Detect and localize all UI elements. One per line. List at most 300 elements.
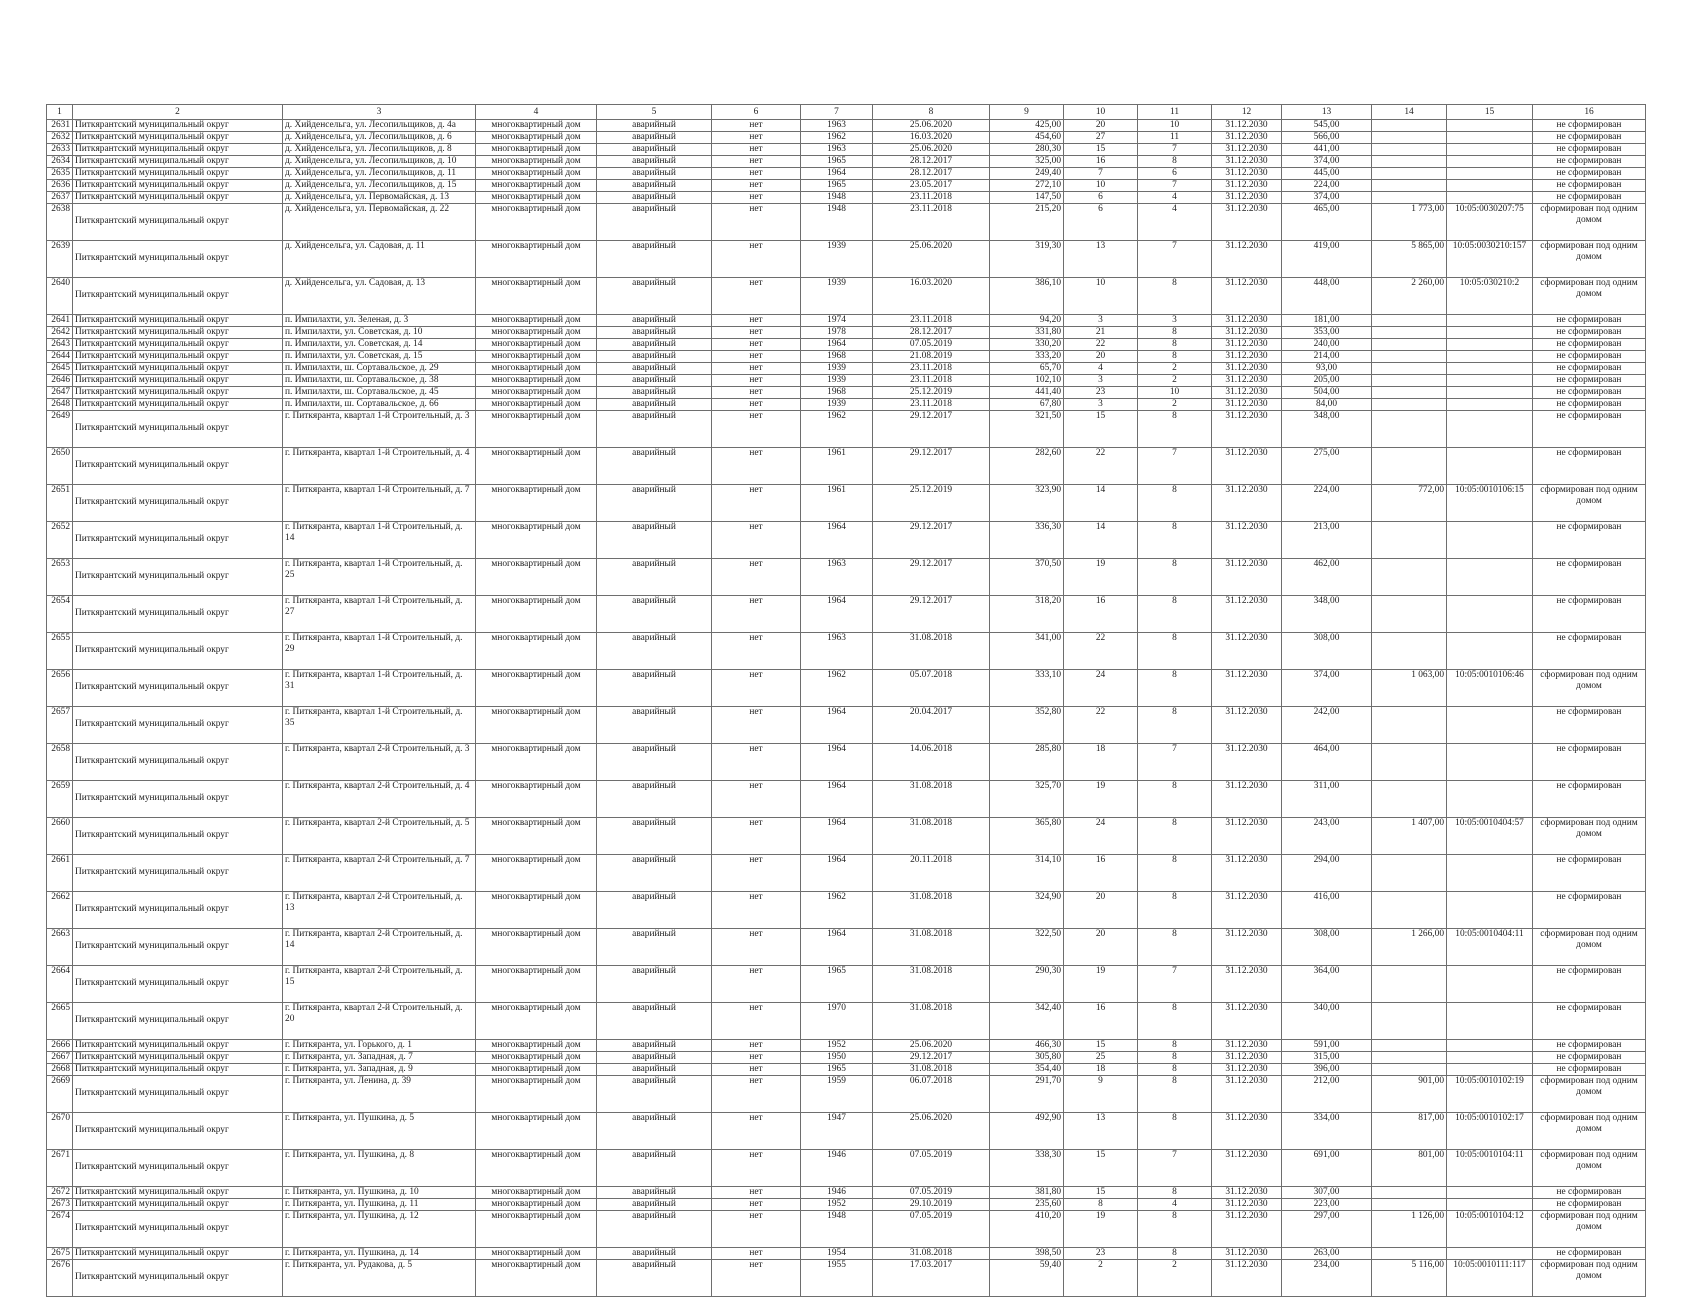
year-built-cell: 1963	[801, 633, 873, 670]
cadastral-number-cell	[1447, 156, 1533, 168]
area-cell: 370,50	[990, 559, 1064, 596]
land-status-cell: не сформирован	[1533, 132, 1646, 144]
condition-cell: аварийный	[597, 1003, 712, 1040]
flag-cell: нет	[712, 132, 801, 144]
planned-date-cell: 31.12.2030	[1212, 315, 1282, 327]
table-row	[47, 411, 1646, 448]
flag-cell: нет	[712, 363, 801, 375]
table-row	[47, 892, 1646, 929]
planned-date-cell: 31.12.2030	[1212, 278, 1282, 315]
land-status-cell: не сформирован	[1533, 707, 1646, 744]
address-cell: п. Импилахти, ш. Сортавальское, д. 45	[283, 387, 476, 399]
flag-cell: нет	[712, 1199, 801, 1211]
land-area-cell: 901,00	[1372, 1076, 1447, 1113]
building-type-cell: многоквартирный дом	[476, 120, 597, 132]
recognition-date-cell: 07.05.2019	[873, 1150, 990, 1187]
area-cell: 67,80	[990, 399, 1064, 411]
row-number: 2655	[47, 633, 73, 670]
row-number: 2674	[47, 1211, 73, 1248]
building-type-cell: многоквартирный дом	[476, 204, 597, 241]
building-type-cell: многоквартирный дом	[476, 966, 597, 1003]
planned-date-cell: 31.12.2030	[1212, 192, 1282, 204]
land-status-cell: не сформирован	[1533, 559, 1646, 596]
table-row	[47, 744, 1646, 781]
land-area-cell	[1372, 744, 1447, 781]
flag-cell: нет	[712, 168, 801, 180]
municipality-cell: Питкярантский муниципальный округ	[73, 781, 283, 818]
condition-cell: аварийный	[597, 351, 712, 363]
building-type-cell: многоквартирный дом	[476, 351, 597, 363]
land-area-cell	[1372, 1187, 1447, 1199]
address-cell: г. Питкяранта, ул. Горького, д. 1	[283, 1040, 476, 1052]
year-built-cell: 1946	[801, 1150, 873, 1187]
residents-cell: 10	[1064, 180, 1138, 192]
land-area-cell: 5 116,00	[1372, 1260, 1447, 1297]
land-status-cell: не сформирован	[1533, 351, 1646, 363]
recognition-date-cell: 29.12.2017	[873, 448, 990, 485]
value-cell: 691,00	[1282, 1150, 1372, 1187]
flag-cell: нет	[712, 1260, 801, 1297]
municipality-cell: Питкярантский муниципальный округ	[73, 241, 283, 278]
residents-cell: 22	[1064, 633, 1138, 670]
land-area-cell	[1372, 707, 1447, 744]
row-number: 2658	[47, 744, 73, 781]
condition-cell: аварийный	[597, 241, 712, 278]
building-type-cell: многоквартирный дом	[476, 375, 597, 387]
flag-cell: нет	[712, 120, 801, 132]
land-status-cell: не сформирован	[1533, 180, 1646, 192]
year-built-cell: 1952	[801, 1199, 873, 1211]
address-cell: д. Хийденсельга, ул. Садовая, д. 11	[283, 241, 476, 278]
building-type-cell: многоквартирный дом	[476, 156, 597, 168]
value-cell: 214,00	[1282, 351, 1372, 363]
recognition-date-cell: 14.06.2018	[873, 744, 990, 781]
recognition-date-cell: 23.11.2018	[873, 315, 990, 327]
year-built-cell: 1963	[801, 144, 873, 156]
value-cell: 374,00	[1282, 192, 1372, 204]
residents-cell: 20	[1064, 120, 1138, 132]
flag-cell: нет	[712, 448, 801, 485]
address-cell: г. Питкяранта, квартал 1-й Строительный, д. 7	[283, 485, 476, 522]
year-built-cell: 1965	[801, 1064, 873, 1076]
row-number: 2673	[47, 1199, 73, 1211]
condition-cell: аварийный	[597, 315, 712, 327]
recognition-date-cell: 25.06.2020	[873, 1040, 990, 1052]
residents-cell: 24	[1064, 818, 1138, 855]
recognition-date-cell: 25.12.2019	[873, 387, 990, 399]
flag-cell: нет	[712, 1187, 801, 1199]
land-status-cell: сформирован под одним домом	[1533, 670, 1646, 707]
recognition-date-cell: 25.06.2020	[873, 120, 990, 132]
residents-cell: 22	[1064, 707, 1138, 744]
land-status-cell: не сформирован	[1533, 375, 1646, 387]
row-number: 2637	[47, 192, 73, 204]
land-area-cell	[1372, 892, 1447, 929]
municipality-cell: Питкярантский муниципальный округ	[73, 670, 283, 707]
value-cell: 275,00	[1282, 448, 1372, 485]
table-row	[47, 670, 1646, 707]
municipality-cell: Питкярантский муниципальный округ	[73, 192, 283, 204]
flag-cell: нет	[712, 1052, 801, 1064]
residents-cell: 15	[1064, 411, 1138, 448]
year-built-cell: 1948	[801, 192, 873, 204]
land-status-cell: сформирован под одним домом	[1533, 485, 1646, 522]
table-row	[47, 180, 1646, 192]
table-row	[47, 522, 1646, 559]
condition-cell: аварийный	[597, 781, 712, 818]
cadastral-number-cell	[1447, 596, 1533, 633]
condition-cell: аварийный	[597, 1052, 712, 1064]
land-area-cell	[1372, 387, 1447, 399]
flats-cell: 10	[1138, 387, 1212, 399]
row-number: 2643	[47, 339, 73, 351]
recognition-date-cell: 31.08.2018	[873, 781, 990, 818]
column-header: 1	[47, 105, 73, 120]
land-area-cell: 1 773,00	[1372, 204, 1447, 241]
cadastral-number-cell: 10:05:0030207:75	[1447, 204, 1533, 241]
cadastral-number-cell	[1447, 411, 1533, 448]
area-cell: 65,70	[990, 363, 1064, 375]
planned-date-cell: 31.12.2030	[1212, 596, 1282, 633]
planned-date-cell: 31.12.2030	[1212, 485, 1282, 522]
year-built-cell: 1961	[801, 448, 873, 485]
cadastral-number-cell	[1447, 192, 1533, 204]
planned-date-cell: 31.12.2030	[1212, 399, 1282, 411]
flats-cell: 8	[1138, 1113, 1212, 1150]
planned-date-cell: 31.12.2030	[1212, 966, 1282, 1003]
building-type-cell: многоквартирный дом	[476, 781, 597, 818]
building-type-cell: многоквартирный дом	[476, 327, 597, 339]
row-number: 2669	[47, 1076, 73, 1113]
value-cell: 315,00	[1282, 1052, 1372, 1064]
cadastral-number-cell	[1447, 633, 1533, 670]
condition-cell: аварийный	[597, 144, 712, 156]
residents-cell: 14	[1064, 485, 1138, 522]
planned-date-cell: 31.12.2030	[1212, 168, 1282, 180]
flats-cell: 7	[1138, 966, 1212, 1003]
recognition-date-cell: 31.08.2018	[873, 892, 990, 929]
cadastral-number-cell	[1447, 339, 1533, 351]
condition-cell: аварийный	[597, 168, 712, 180]
flats-cell: 10	[1138, 120, 1212, 132]
municipality-cell: Питкярантский муниципальный округ	[73, 744, 283, 781]
land-status-cell: не сформирован	[1533, 144, 1646, 156]
year-built-cell: 1964	[801, 339, 873, 351]
cadastral-number-cell	[1447, 144, 1533, 156]
residents-cell: 6	[1064, 204, 1138, 241]
residents-cell: 18	[1064, 1064, 1138, 1076]
value-cell: 308,00	[1282, 929, 1372, 966]
column-header: 9	[990, 105, 1064, 120]
land-area-cell	[1372, 448, 1447, 485]
land-area-cell	[1372, 411, 1447, 448]
value-cell: 334,00	[1282, 1113, 1372, 1150]
condition-cell: аварийный	[597, 1076, 712, 1113]
building-type-cell: многоквартирный дом	[476, 339, 597, 351]
land-area-cell	[1372, 781, 1447, 818]
recognition-date-cell: 31.08.2018	[873, 633, 990, 670]
address-cell: г. Питкяранта, ул. Рудакова, д. 5	[283, 1260, 476, 1297]
building-type-cell: многоквартирный дом	[476, 818, 597, 855]
table-row	[47, 448, 1646, 485]
residents-cell: 20	[1064, 892, 1138, 929]
value-cell: 263,00	[1282, 1248, 1372, 1260]
table-body	[47, 120, 1646, 1297]
flag-cell: нет	[712, 375, 801, 387]
table-row	[47, 1064, 1646, 1076]
condition-cell: аварийный	[597, 485, 712, 522]
value-cell: 419,00	[1282, 241, 1372, 278]
planned-date-cell: 31.12.2030	[1212, 180, 1282, 192]
value-cell: 242,00	[1282, 707, 1372, 744]
flats-cell: 8	[1138, 929, 1212, 966]
land-area-cell: 801,00	[1372, 1150, 1447, 1187]
cadastral-number-cell	[1447, 855, 1533, 892]
area-cell: 322,50	[990, 929, 1064, 966]
land-status-cell: не сформирован	[1533, 1064, 1646, 1076]
value-cell: 566,00	[1282, 132, 1372, 144]
condition-cell: аварийный	[597, 892, 712, 929]
land-status-cell: не сформирован	[1533, 448, 1646, 485]
table-row	[47, 1040, 1646, 1052]
planned-date-cell: 31.12.2030	[1212, 339, 1282, 351]
land-status-cell: не сформирован	[1533, 966, 1646, 1003]
row-number: 2639	[47, 241, 73, 278]
address-cell: г. Питкяранта, ул. Пушкина, д. 5	[283, 1113, 476, 1150]
recognition-date-cell: 23.11.2018	[873, 399, 990, 411]
cadastral-number-cell	[1447, 744, 1533, 781]
table-row	[47, 156, 1646, 168]
condition-cell: аварийный	[597, 1248, 712, 1260]
row-number: 2642	[47, 327, 73, 339]
area-cell: 466,30	[990, 1040, 1064, 1052]
area-cell: 325,00	[990, 156, 1064, 168]
land-status-cell: сформирован под одним домом	[1533, 241, 1646, 278]
residents-cell: 7	[1064, 168, 1138, 180]
condition-cell: аварийный	[597, 1040, 712, 1052]
municipality-cell: Питкярантский муниципальный округ	[73, 707, 283, 744]
municipality-cell: Питкярантский муниципальный округ	[73, 485, 283, 522]
land-status-cell: не сформирован	[1533, 633, 1646, 670]
planned-date-cell: 31.12.2030	[1212, 327, 1282, 339]
flats-cell: 2	[1138, 399, 1212, 411]
planned-date-cell: 31.12.2030	[1212, 1040, 1282, 1052]
municipality-cell: Питкярантский муниципальный округ	[73, 168, 283, 180]
land-area-cell	[1372, 144, 1447, 156]
recognition-date-cell: 16.03.2020	[873, 278, 990, 315]
flats-cell: 8	[1138, 278, 1212, 315]
flag-cell: нет	[712, 892, 801, 929]
row-number: 2646	[47, 375, 73, 387]
recognition-date-cell: 20.11.2018	[873, 855, 990, 892]
recognition-date-cell: 25.06.2020	[873, 1113, 990, 1150]
area-cell: 365,80	[990, 818, 1064, 855]
land-area-cell: 817,00	[1372, 1113, 1447, 1150]
address-cell: д. Хийденсельга, ул. Первомайская, д. 22	[283, 204, 476, 241]
area-cell: 333,20	[990, 351, 1064, 363]
flats-cell: 8	[1138, 1076, 1212, 1113]
residents-cell: 13	[1064, 1113, 1138, 1150]
address-cell: г. Питкяранта, квартал 2-й Строительный, д. 4	[283, 781, 476, 818]
planned-date-cell: 31.12.2030	[1212, 1248, 1282, 1260]
planned-date-cell: 31.12.2030	[1212, 132, 1282, 144]
area-cell: 386,10	[990, 278, 1064, 315]
planned-date-cell: 31.12.2030	[1212, 744, 1282, 781]
flats-cell: 8	[1138, 596, 1212, 633]
row-number: 2636	[47, 180, 73, 192]
municipality-cell: Питкярантский муниципальный округ	[73, 1211, 283, 1248]
recognition-date-cell: 25.12.2019	[873, 485, 990, 522]
flats-cell: 8	[1138, 818, 1212, 855]
row-number: 2632	[47, 132, 73, 144]
planned-date-cell: 31.12.2030	[1212, 1150, 1282, 1187]
table-row	[47, 399, 1646, 411]
flats-cell: 8	[1138, 1052, 1212, 1064]
area-cell: 59,40	[990, 1260, 1064, 1297]
flag-cell: нет	[712, 485, 801, 522]
residents-cell: 20	[1064, 351, 1138, 363]
area-cell: 410,20	[990, 1211, 1064, 1248]
year-built-cell: 1961	[801, 485, 873, 522]
recognition-date-cell: 23.11.2018	[873, 192, 990, 204]
area-cell: 285,80	[990, 744, 1064, 781]
cadastral-number-cell	[1447, 387, 1533, 399]
municipality-cell: Питкярантский муниципальный округ	[73, 180, 283, 192]
year-built-cell: 1968	[801, 387, 873, 399]
residents-cell: 14	[1064, 522, 1138, 559]
value-cell: 212,00	[1282, 1076, 1372, 1113]
condition-cell: аварийный	[597, 363, 712, 375]
recognition-date-cell: 17.03.2017	[873, 1260, 990, 1297]
land-area-cell	[1372, 180, 1447, 192]
year-built-cell: 1968	[801, 351, 873, 363]
residents-cell: 18	[1064, 744, 1138, 781]
table-row	[47, 132, 1646, 144]
column-header: 4	[476, 105, 597, 120]
flag-cell: нет	[712, 1150, 801, 1187]
land-status-cell: сформирован под одним домом	[1533, 1260, 1646, 1297]
flats-cell: 8	[1138, 781, 1212, 818]
residents-cell: 9	[1064, 1076, 1138, 1113]
address-cell: г. Питкяранта, ул. Западная, д. 7	[283, 1052, 476, 1064]
condition-cell: аварийный	[597, 596, 712, 633]
land-area-cell	[1372, 1064, 1447, 1076]
year-built-cell: 1964	[801, 818, 873, 855]
area-cell: 235,60	[990, 1199, 1064, 1211]
municipality-cell: Питкярантский муниципальный округ	[73, 1113, 283, 1150]
cadastral-number-cell	[1447, 559, 1533, 596]
area-cell: 215,20	[990, 204, 1064, 241]
municipality-cell: Питкярантский муниципальный округ	[73, 204, 283, 241]
flats-cell: 8	[1138, 1187, 1212, 1199]
recognition-date-cell: 31.08.2018	[873, 1248, 990, 1260]
cadastral-number-cell: 10:05:0010106:46	[1447, 670, 1533, 707]
recognition-date-cell: 25.06.2020	[873, 241, 990, 278]
row-number: 2670	[47, 1113, 73, 1150]
building-type-cell: многоквартирный дом	[476, 485, 597, 522]
cadastral-number-cell: 10:05:0010404:11	[1447, 929, 1533, 966]
planned-date-cell: 31.12.2030	[1212, 818, 1282, 855]
cadastral-number-cell: 10:05:0010102:19	[1447, 1076, 1533, 1113]
residents-cell: 16	[1064, 1003, 1138, 1040]
year-built-cell: 1964	[801, 855, 873, 892]
land-area-cell	[1372, 1199, 1447, 1211]
address-cell: г. Питкяранта, квартал 1-й Строительный, д. 25	[283, 559, 476, 596]
building-type-cell: многоквартирный дом	[476, 670, 597, 707]
address-cell: п. Импилахти, ул. Зеленая, д. 3	[283, 315, 476, 327]
year-built-cell: 1963	[801, 120, 873, 132]
flats-cell: 7	[1138, 448, 1212, 485]
row-number: 2650	[47, 448, 73, 485]
municipality-cell: Питкярантский муниципальный округ	[73, 315, 283, 327]
land-area-cell	[1372, 596, 1447, 633]
year-built-cell: 1939	[801, 399, 873, 411]
land-status-cell: не сформирован	[1533, 1003, 1646, 1040]
flats-cell: 2	[1138, 1260, 1212, 1297]
land-area-cell	[1372, 399, 1447, 411]
value-cell: 374,00	[1282, 670, 1372, 707]
building-type-cell: многоквартирный дом	[476, 855, 597, 892]
area-cell: 321,50	[990, 411, 1064, 448]
condition-cell: аварийный	[597, 559, 712, 596]
land-area-cell	[1372, 168, 1447, 180]
residents-cell: 25	[1064, 1052, 1138, 1064]
column-header: 8	[873, 105, 990, 120]
flats-cell: 4	[1138, 1199, 1212, 1211]
land-area-cell	[1372, 1052, 1447, 1064]
area-cell: 333,10	[990, 670, 1064, 707]
flag-cell: нет	[712, 411, 801, 448]
recognition-date-cell: 23.11.2018	[873, 363, 990, 375]
planned-date-cell: 31.12.2030	[1212, 1260, 1282, 1297]
address-cell: г. Питкяранта, квартал 1-й Строительный, д. 27	[283, 596, 476, 633]
recognition-date-cell: 25.06.2020	[873, 144, 990, 156]
municipality-cell: Питкярантский муниципальный округ	[73, 1260, 283, 1297]
row-number: 2644	[47, 351, 73, 363]
row-number: 2660	[47, 818, 73, 855]
address-cell: г. Питкяранта, квартал 1-й Строительный, д. 14	[283, 522, 476, 559]
row-number: 2672	[47, 1187, 73, 1199]
area-cell: 441,40	[990, 387, 1064, 399]
municipality-cell: Питкярантский муниципальный округ	[73, 633, 283, 670]
residents-cell: 15	[1064, 1150, 1138, 1187]
flats-cell: 8	[1138, 1211, 1212, 1248]
value-cell: 504,00	[1282, 387, 1372, 399]
municipality-cell: Питкярантский муниципальный округ	[73, 1052, 283, 1064]
cadastral-number-cell	[1447, 399, 1533, 411]
value-cell: 297,00	[1282, 1211, 1372, 1248]
flats-cell: 8	[1138, 855, 1212, 892]
recognition-date-cell: 06.07.2018	[873, 1076, 990, 1113]
condition-cell: аварийный	[597, 204, 712, 241]
year-built-cell: 1962	[801, 892, 873, 929]
land-status-cell: не сформирован	[1533, 192, 1646, 204]
condition-cell: аварийный	[597, 633, 712, 670]
cadastral-number-cell: 10:05:0010106:15	[1447, 485, 1533, 522]
address-cell: д. Хийденсельга, ул. Садовая, д. 13	[283, 278, 476, 315]
land-area-cell: 1 126,00	[1372, 1211, 1447, 1248]
value-cell: 234,00	[1282, 1260, 1372, 1297]
flats-cell: 8	[1138, 351, 1212, 363]
flag-cell: нет	[712, 315, 801, 327]
condition-cell: аварийный	[597, 278, 712, 315]
table-row	[47, 363, 1646, 375]
land-area-cell	[1372, 559, 1447, 596]
condition-cell: аварийный	[597, 327, 712, 339]
row-number: 2638	[47, 204, 73, 241]
land-area-cell: 1 407,00	[1372, 818, 1447, 855]
value-cell: 84,00	[1282, 399, 1372, 411]
